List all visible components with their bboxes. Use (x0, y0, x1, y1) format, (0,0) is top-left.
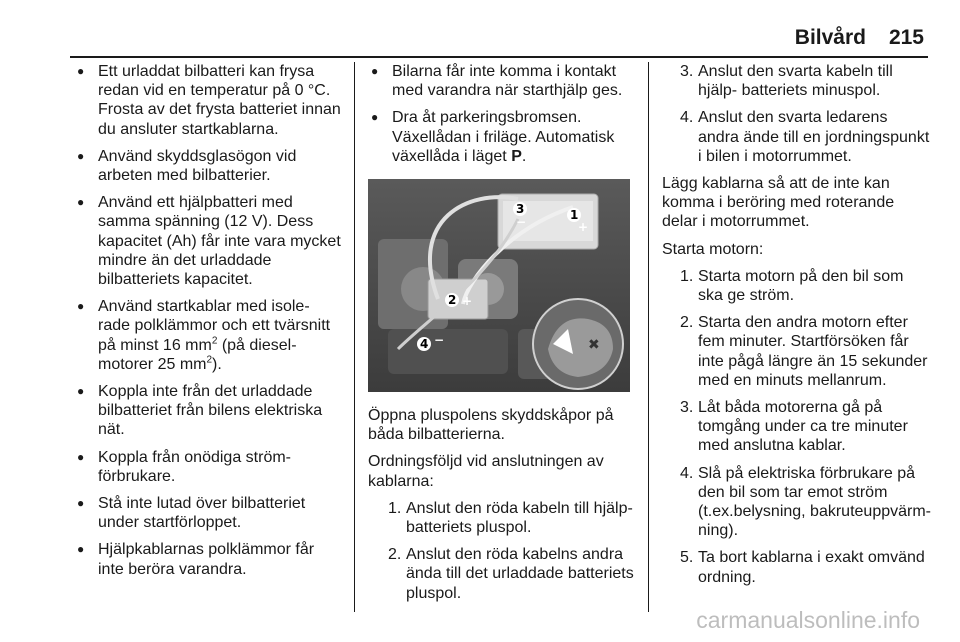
list-item (676, 464, 932, 541)
page-number: 215 (888, 26, 924, 49)
list-item: ● Ett urladdat bilbatteri kan frysa redan vid en temperatur på 0 °C. Frosta av det frysta batteriet innan du ansluter startkablarna. (74, 62, 344, 139)
header-rule (70, 56, 928, 58)
list-item: ● Stå inte lutad över bilbatteriet under startförloppet. (74, 494, 344, 532)
step-text: Anslut den röda kabeln till hjälp- batteriets pluspol. (406, 499, 633, 537)
list-item: ● Koppla inte från det urladdade bilbatteriet från bilens elektriska nät. (74, 382, 344, 440)
step-text: Starta motorn på den bil som ska ge ström. (698, 267, 904, 305)
svg-text:−: − (516, 215, 527, 230)
start-steps (676, 267, 932, 587)
step-text: Låt båda motorerna gå på tomgång under ca tre minuter med anslutna kablar. (698, 399, 908, 455)
watermark[interactable]: carmanualsonline.info (696, 607, 920, 633)
column-1 (74, 62, 344, 587)
callout-2: 2 (448, 293, 457, 308)
paragraph: Ordningsföljd vid anslutningen av kablarna: (368, 453, 604, 490)
list-item (676, 108, 932, 166)
step-number: 4. (680, 109, 694, 127)
step-number: 4. (680, 464, 694, 482)
column-3 (662, 62, 932, 595)
paragraph: Öppna pluspolens skyddskåpor på båda bilbatterierna. (368, 407, 614, 444)
parking-text: Dra åt parkeringsbromsen. Växellådan i friläge. Automatisk växellåda i läget (392, 109, 615, 165)
step-text: Anslut den röda kabelns andra ända till det urladdade batteriets pluspol. (406, 546, 634, 602)
section-title: Bilvård (794, 26, 866, 49)
step-number: 5. (680, 549, 694, 567)
svg-text:✖: ✖ (588, 337, 600, 354)
paragraph: Lägg kablarna så att de inte kan komma i beröring med roterande delar i motorrummet. (662, 175, 895, 231)
gear-position: P (511, 147, 522, 165)
parking-text-end: . (521, 147, 527, 165)
step-text: Anslut den svarta ledarens andra ände till en jordningspunkt i bilen i motorrummet. (698, 109, 930, 165)
svg-text:−: − (434, 333, 445, 348)
step-number: 2. (388, 546, 402, 564)
step-text: Slå på elektriska förbrukare på den bil som tar emot ström (t.ex.belysning, bakruteuppvärm- ning). (698, 464, 931, 540)
list-item (676, 548, 932, 586)
step-number: 3. (680, 399, 694, 417)
list-item: ● Koppla från onödiga ström- förbrukare. (74, 448, 344, 486)
list-item-parking (368, 108, 638, 166)
list-item (676, 398, 932, 456)
connection-steps (380, 499, 638, 603)
cable-spec-text: ). (212, 355, 222, 373)
page-header (0, 26, 960, 56)
list-item (676, 267, 932, 305)
list-item: ● Hjälpkablarnas polklämmor får inte beröra varandra. (74, 540, 344, 578)
cable-spec-text: Använd startkablar med isole- rade polklämmor och ett tvärsnitt på minst 16 mm (98, 298, 331, 354)
column-divider-1 (354, 62, 355, 612)
list-item (676, 313, 932, 390)
step-text: Starta den andra motorn efter fem minuter. Startförsöken får inte pågå längre än 15 sekunder med en minuts mellanrum. (698, 314, 928, 389)
cable-spec-text: (på diesel- motorer 25 mm (98, 336, 297, 373)
connection-steps-cont (676, 62, 932, 166)
step-number: 1. (388, 499, 402, 517)
engine-bay-illustration (368, 179, 630, 392)
callout-4: 4 (420, 337, 429, 352)
column-2 (368, 62, 638, 611)
paragraph: Starta motorn: (662, 240, 764, 258)
list-item (380, 499, 638, 537)
step-number: 1. (680, 267, 694, 285)
step-text: Ta bort kablarna i exakt omvänd ordning. (698, 549, 925, 586)
callout-3: 3 (516, 202, 525, 217)
list-item-cable-spec (74, 297, 344, 374)
step-number: 3. (680, 63, 694, 80)
jump-start-illustration (368, 179, 630, 392)
callout-1: 1 (570, 208, 579, 223)
superscript: 2 (211, 335, 218, 347)
list-item (676, 62, 932, 100)
list-item: ● Använd skyddsglasögon vid arbeten med bilbatterier. (74, 147, 344, 185)
step-number: 2. (680, 314, 694, 332)
list-item: ● Bilarna får inte komma i kontakt med varandra när starthjälp ges. (368, 62, 638, 100)
svg-text:+: + (462, 294, 473, 309)
svg-text:+: + (578, 220, 589, 235)
list-item: ● Använd ett hjälpbatteri med samma spänning (12 V). Dess kapacitet (Ah) får inte vara mycket mindre än det urladdade bilbatteriets kapacitet. (74, 193, 344, 289)
step-text: Anslut den svarta kabeln till hjälp- batteriets minuspol. (698, 63, 893, 100)
column-divider-2 (648, 62, 649, 612)
superscript: 2 (206, 354, 213, 366)
list-item (380, 545, 638, 603)
